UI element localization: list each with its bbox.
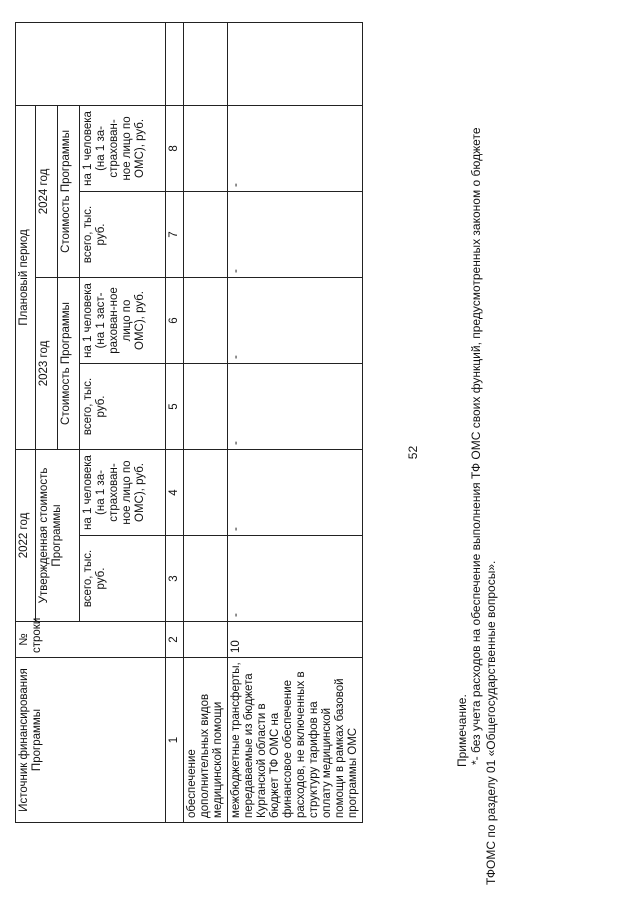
header-blank-cell bbox=[16, 22, 166, 105]
row-number bbox=[184, 622, 228, 658]
table-cell bbox=[184, 277, 228, 363]
table-row bbox=[227, 22, 362, 822]
table-cell bbox=[184, 191, 228, 277]
table-cell bbox=[184, 105, 228, 191]
header-approved-cost: Утвержденная стоимость Программы bbox=[36, 449, 80, 621]
column-number: 8 bbox=[166, 105, 184, 191]
table-cell: - bbox=[227, 191, 362, 277]
header-planned-period: Плановый период bbox=[16, 105, 36, 449]
header-total-2023: всего, тыс. руб. bbox=[80, 363, 166, 449]
page-number: 52 bbox=[406, 445, 420, 460]
table-cell bbox=[184, 363, 228, 449]
notes-line-1: *- без учета расходов на обеспечение выполнения ТФ ОМС своих функций, предусмотренных законом о бюджете bbox=[469, 127, 484, 765]
table-cell bbox=[184, 536, 228, 622]
column-number: 7 bbox=[166, 191, 184, 277]
table-cell bbox=[184, 449, 228, 535]
header-per-person-2023: на 1 человека (на 1 заст-рахован-ное лицо по ОМС), руб. bbox=[80, 277, 166, 363]
table-cell bbox=[227, 22, 362, 105]
column-number: 5 bbox=[166, 363, 184, 449]
header-total-2022: всего, тыс. руб. bbox=[80, 536, 166, 622]
header-per-person-2024: на 1 человека (на 1 за-страхован-ное лицо по ОМС), руб. bbox=[80, 105, 166, 191]
notes-title: Примечание. bbox=[455, 694, 469, 767]
table-cell: - bbox=[227, 363, 362, 449]
column-number: 3 bbox=[166, 536, 184, 622]
column-number-row bbox=[166, 22, 184, 822]
header-year-2023: 2023 год bbox=[36, 277, 58, 449]
table-cell: - bbox=[227, 105, 362, 191]
table-cell: - bbox=[227, 536, 362, 622]
column-number: 2 bbox=[166, 622, 184, 658]
column-number: 1 bbox=[166, 658, 184, 823]
notes-line-2: ТФОМС по разделу 01 «Общегосударственные вопросы». bbox=[483, 560, 498, 885]
table-cell: - bbox=[227, 449, 362, 535]
row-number: 10 bbox=[227, 622, 362, 658]
table-cell bbox=[184, 22, 228, 105]
financing-table bbox=[15, 22, 363, 823]
header-row-number: № строки bbox=[16, 622, 166, 658]
notes bbox=[455, 5, 498, 885]
header-total-2024: всего, тыс. руб. bbox=[80, 191, 166, 277]
table-cell bbox=[166, 22, 184, 105]
header-per-person-2022: на 1 человека (на 1 за-страхован-ное лицо по ОМС), руб. bbox=[80, 449, 166, 535]
column-number: 4 bbox=[166, 449, 184, 535]
header-source: Источник финансирования Программы bbox=[16, 658, 166, 823]
row-source: межбюджетные трансферты, передаваемые из бюджета Курганской области в бюджет ТФ ОМС на финансовое обеспечение расходов, не включенных в структуру тарифов на оплату медицинской помощи в рамках базовой программы ОМС bbox=[227, 658, 362, 823]
table-row bbox=[184, 22, 228, 822]
header-row-1 bbox=[16, 22, 36, 822]
header-year-2024: 2024 год bbox=[36, 105, 58, 277]
header-program-cost-2023: Стоимость Программы bbox=[58, 277, 80, 449]
row-source: обеспечение дополнительных видов медицинской помощи bbox=[184, 658, 228, 823]
header-year-2022: 2022 год bbox=[16, 449, 36, 621]
column-number: 6 bbox=[166, 277, 184, 363]
header-program-cost-2024: Стоимость Программы bbox=[58, 105, 80, 277]
table-cell: - bbox=[227, 277, 362, 363]
